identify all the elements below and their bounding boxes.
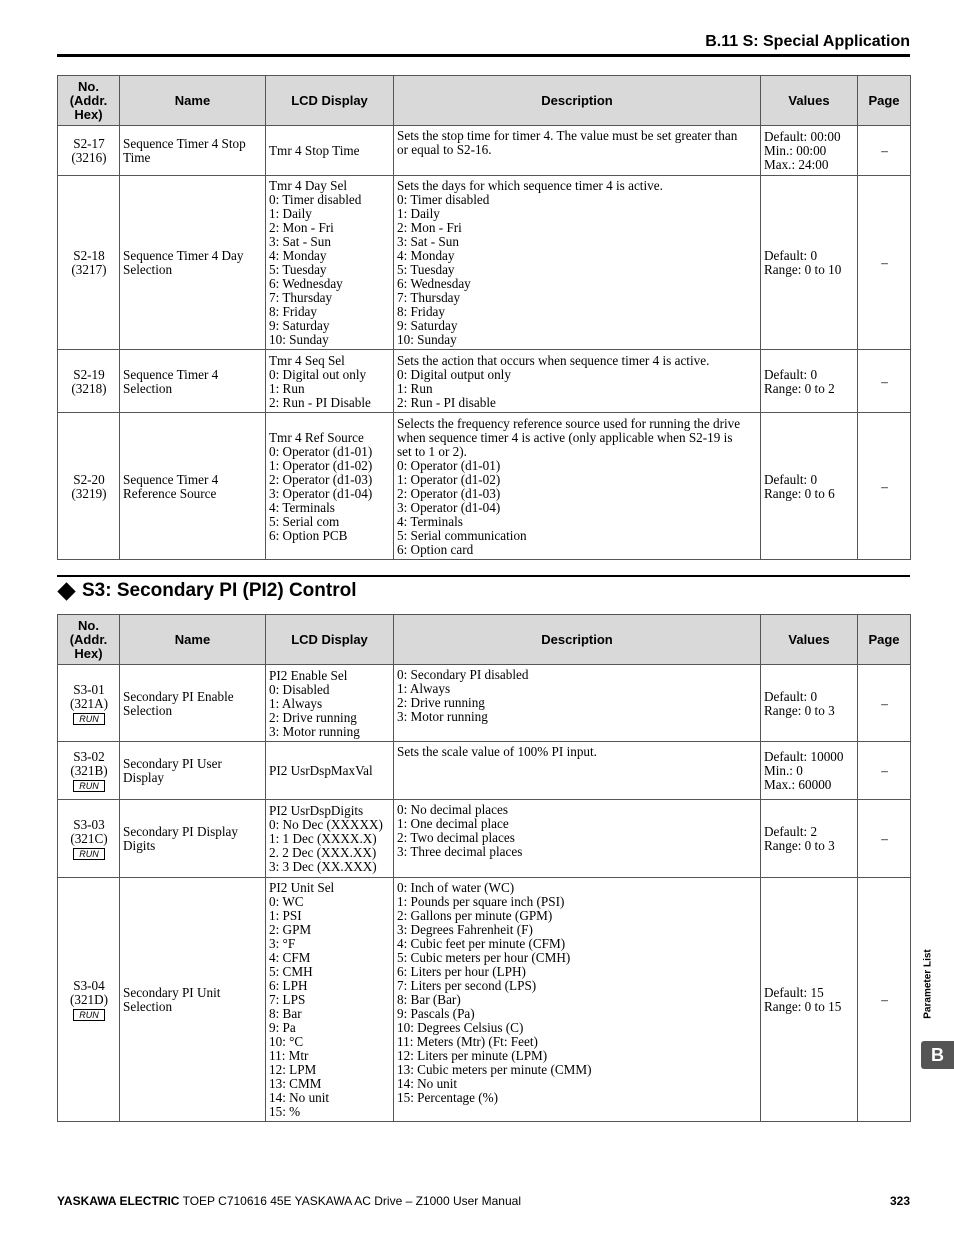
- param-values: Default: 0 Range: 0 to 3: [761, 665, 858, 742]
- diamond-bullet-icon: [57, 582, 75, 600]
- param-page: –: [858, 413, 911, 560]
- col-header-description: Description: [394, 615, 761, 665]
- footer: [57, 1194, 521, 1208]
- param-number-cell: [58, 665, 120, 742]
- col-header-page: Page: [858, 615, 911, 665]
- param-number: S2-19 (3218): [58, 350, 120, 413]
- col-header-lcd: LCD Display: [266, 615, 394, 665]
- param-lcd: Tmr 4 Seq Sel 0: Digital out only 1: Run 2: Run - PI Disable: [266, 350, 394, 413]
- param-values: Default: 0 Range: 0 to 2: [761, 350, 858, 413]
- param-number: S3-03 (321C): [70, 817, 108, 846]
- param-name: Sequence Timer 4 Reference Source: [120, 413, 266, 560]
- param-values: Default: 15 Range: 0 to 15: [761, 878, 858, 1122]
- run-badge: RUN: [73, 780, 105, 792]
- param-values: Default: 10000 Min.: 0 Max.: 60000: [761, 742, 858, 800]
- footer-brand: YASKAWA ELECTRIC: [57, 1194, 180, 1208]
- param-page: –: [858, 878, 911, 1122]
- table-row: [58, 878, 911, 1122]
- side-tab-label: [921, 943, 935, 1025]
- table-row: [58, 126, 911, 176]
- param-name: Sequence Timer 4 Day Selection: [120, 176, 266, 350]
- param-lcd: PI2 UsrDspMaxVal: [266, 742, 394, 800]
- param-name: Secondary PI User Display: [120, 742, 266, 800]
- table-row: [58, 742, 911, 800]
- param-number: S2-18 (3217): [58, 176, 120, 350]
- param-number: S3-02 (321B): [70, 749, 108, 778]
- col-header-name: Name: [120, 615, 266, 665]
- param-number-cell: [58, 800, 120, 878]
- param-number: S2-20 (3219): [58, 413, 120, 560]
- parameter-table-s2: [57, 75, 911, 560]
- param-number-cell: [58, 742, 120, 800]
- param-page: –: [858, 126, 911, 176]
- chapter-tab: B: [921, 1041, 954, 1069]
- section-title: [57, 580, 357, 602]
- param-values: Default: 0 Range: 0 to 6: [761, 413, 858, 560]
- side-tab-label-text: Parameter List: [922, 949, 934, 1019]
- table-row: [58, 800, 911, 878]
- param-description: Selects the frequency reference source used for running the drive when sequence timer 4 is active (only applicable when S2-19 is set to 1 or 2). 0: Operator (d1-01) 1: Operator (d1-02) 2: Operator (d1-03) 3: Operator (d1-04) 4: Terminals 5: Serial communication 6: Option card: [394, 413, 761, 560]
- table-header-row: [58, 615, 911, 665]
- param-lcd: Tmr 4 Stop Time: [266, 126, 394, 176]
- param-lcd: PI2 Unit Sel 0: WC 1: PSI 2: GPM 3: °F 4: CFM 5: CMH 6: LPH 7: LPS 8: Bar 9: Pa 10: °C 11: Mtr 12: LPM 13: CMM 14: No unit 15: %: [266, 878, 394, 1122]
- param-values: Default: 0 Range: 0 to 10: [761, 176, 858, 350]
- param-number: S2-17 (3216): [58, 126, 120, 176]
- param-lcd: Tmr 4 Day Sel 0: Timer disabled 1: Daily 2: Mon - Fri 3: Sat - Sun 4: Monday 5: Tuesday 6: Wednesday 7: Thursday 8: Friday 9: Saturday 10: Sunday: [266, 176, 394, 350]
- page-number: 323: [889, 1194, 910, 1208]
- param-description: Sets the days for which sequence timer 4 is active. 0: Timer disabled 1: Daily 2: Mon - Fri 3: Sat - Sun 4: Monday 5: Tuesday 6: Wednesday 7: Thursday 8: Friday 9: Saturday 10: Sunday: [394, 176, 761, 350]
- param-lcd: PI2 Enable Sel 0: Disabled 1: Always 2: Drive running 3: Motor running: [266, 665, 394, 742]
- param-name: Sequence Timer 4 Stop Time: [120, 126, 266, 176]
- param-page: –: [858, 350, 911, 413]
- table-row: [58, 665, 911, 742]
- run-badge: RUN: [73, 848, 105, 860]
- param-values: Default: 00:00 Min.: 00:00 Max.: 24:00: [761, 126, 858, 176]
- table-row: [58, 350, 911, 413]
- param-number: S3-01 (321A): [69, 681, 109, 711]
- section-title-text: S3: Secondary PI (PI2) Control: [82, 580, 357, 601]
- col-header-no: No. (Addr. Hex): [58, 76, 120, 126]
- col-header-description: Description: [394, 76, 761, 126]
- param-name: Secondary PI Display Digits: [120, 800, 266, 878]
- param-name: Sequence Timer 4 Selection: [120, 350, 266, 413]
- col-header-name: Name: [120, 76, 266, 126]
- section-rule: [57, 575, 910, 577]
- footer-doc: TOEP C710616 45E YASKAWA AC Drive – Z1000 User Manual: [179, 1194, 521, 1208]
- param-description: 0: Inch of water (WC) 1: Pounds per square inch (PSI) 2: Gallons per minute (GPM) 3: Degrees Fahrenheit (F) 4: Cubic feet per minute (CFM) 5: Cubic meters per hour (CMH) 6: Liters per hour (LPH) 7: Liters per second (LPS) 8: Bar (Bar) 9: Pascals (Pa) 10: Degrees Celsius (C) 11: Meters (Mtr) (Ft: Feet) 12: Liters per minute (LPM) 13: Cubic meters per minute (CMM) 14: No unit 15: Percentage (%): [394, 878, 761, 1122]
- param-page: –: [858, 176, 911, 350]
- col-header-page: Page: [858, 76, 911, 126]
- table-row: [58, 176, 911, 350]
- param-page: –: [858, 742, 911, 800]
- param-name: Secondary PI Enable Selection: [120, 665, 266, 742]
- col-header-lcd: LCD Display: [266, 76, 394, 126]
- col-header-values: Values: [761, 76, 858, 126]
- param-page: –: [858, 665, 911, 742]
- header-rule: [57, 54, 910, 57]
- param-description: 0: No decimal places 1: One decimal place 2: Two decimal places 3: Three decimal places: [394, 800, 761, 878]
- param-values: Default: 2 Range: 0 to 3: [761, 800, 858, 878]
- param-description: 0: Secondary PI disabled 1: Always 2: Drive running 3: Motor running: [394, 665, 761, 742]
- param-number-cell: [58, 878, 120, 1122]
- run-badge: RUN: [73, 713, 105, 725]
- col-header-values: Values: [761, 615, 858, 665]
- col-header-no: No. (Addr. Hex): [58, 615, 120, 665]
- param-description: Sets the stop time for timer 4. The value must be set greater than or equal to S2-16.: [394, 126, 761, 176]
- param-lcd: Tmr 4 Ref Source 0: Operator (d1-01) 1: Operator (d1-02) 2: Operator (d1-03) 3: Operator (d1-04) 4: Terminals 5: Serial com 6: Option PCB: [266, 413, 394, 560]
- param-page: –: [858, 800, 911, 878]
- run-badge: RUN: [73, 1009, 105, 1021]
- section-header: B.11 S: Special Application: [705, 33, 910, 50]
- table-row: [58, 413, 911, 560]
- param-lcd: PI2 UsrDspDigits 0: No Dec (XXXXX) 1: 1 Dec (XXXX.X) 2. 2 Dec (XXX.XX) 3: 3 Dec (XX.XXX): [266, 800, 394, 878]
- param-name: Secondary PI Unit Selection: [120, 878, 266, 1122]
- parameter-table-s3: [57, 614, 911, 1122]
- table-header-row: [58, 76, 911, 126]
- param-description: Sets the scale value of 100% PI input.: [394, 742, 761, 800]
- param-description: Sets the action that occurs when sequence timer 4 is active. 0: Digital output only 1: Run 2: Run - PI disable: [394, 350, 761, 413]
- param-number: S3-04 (321D): [69, 978, 109, 1007]
